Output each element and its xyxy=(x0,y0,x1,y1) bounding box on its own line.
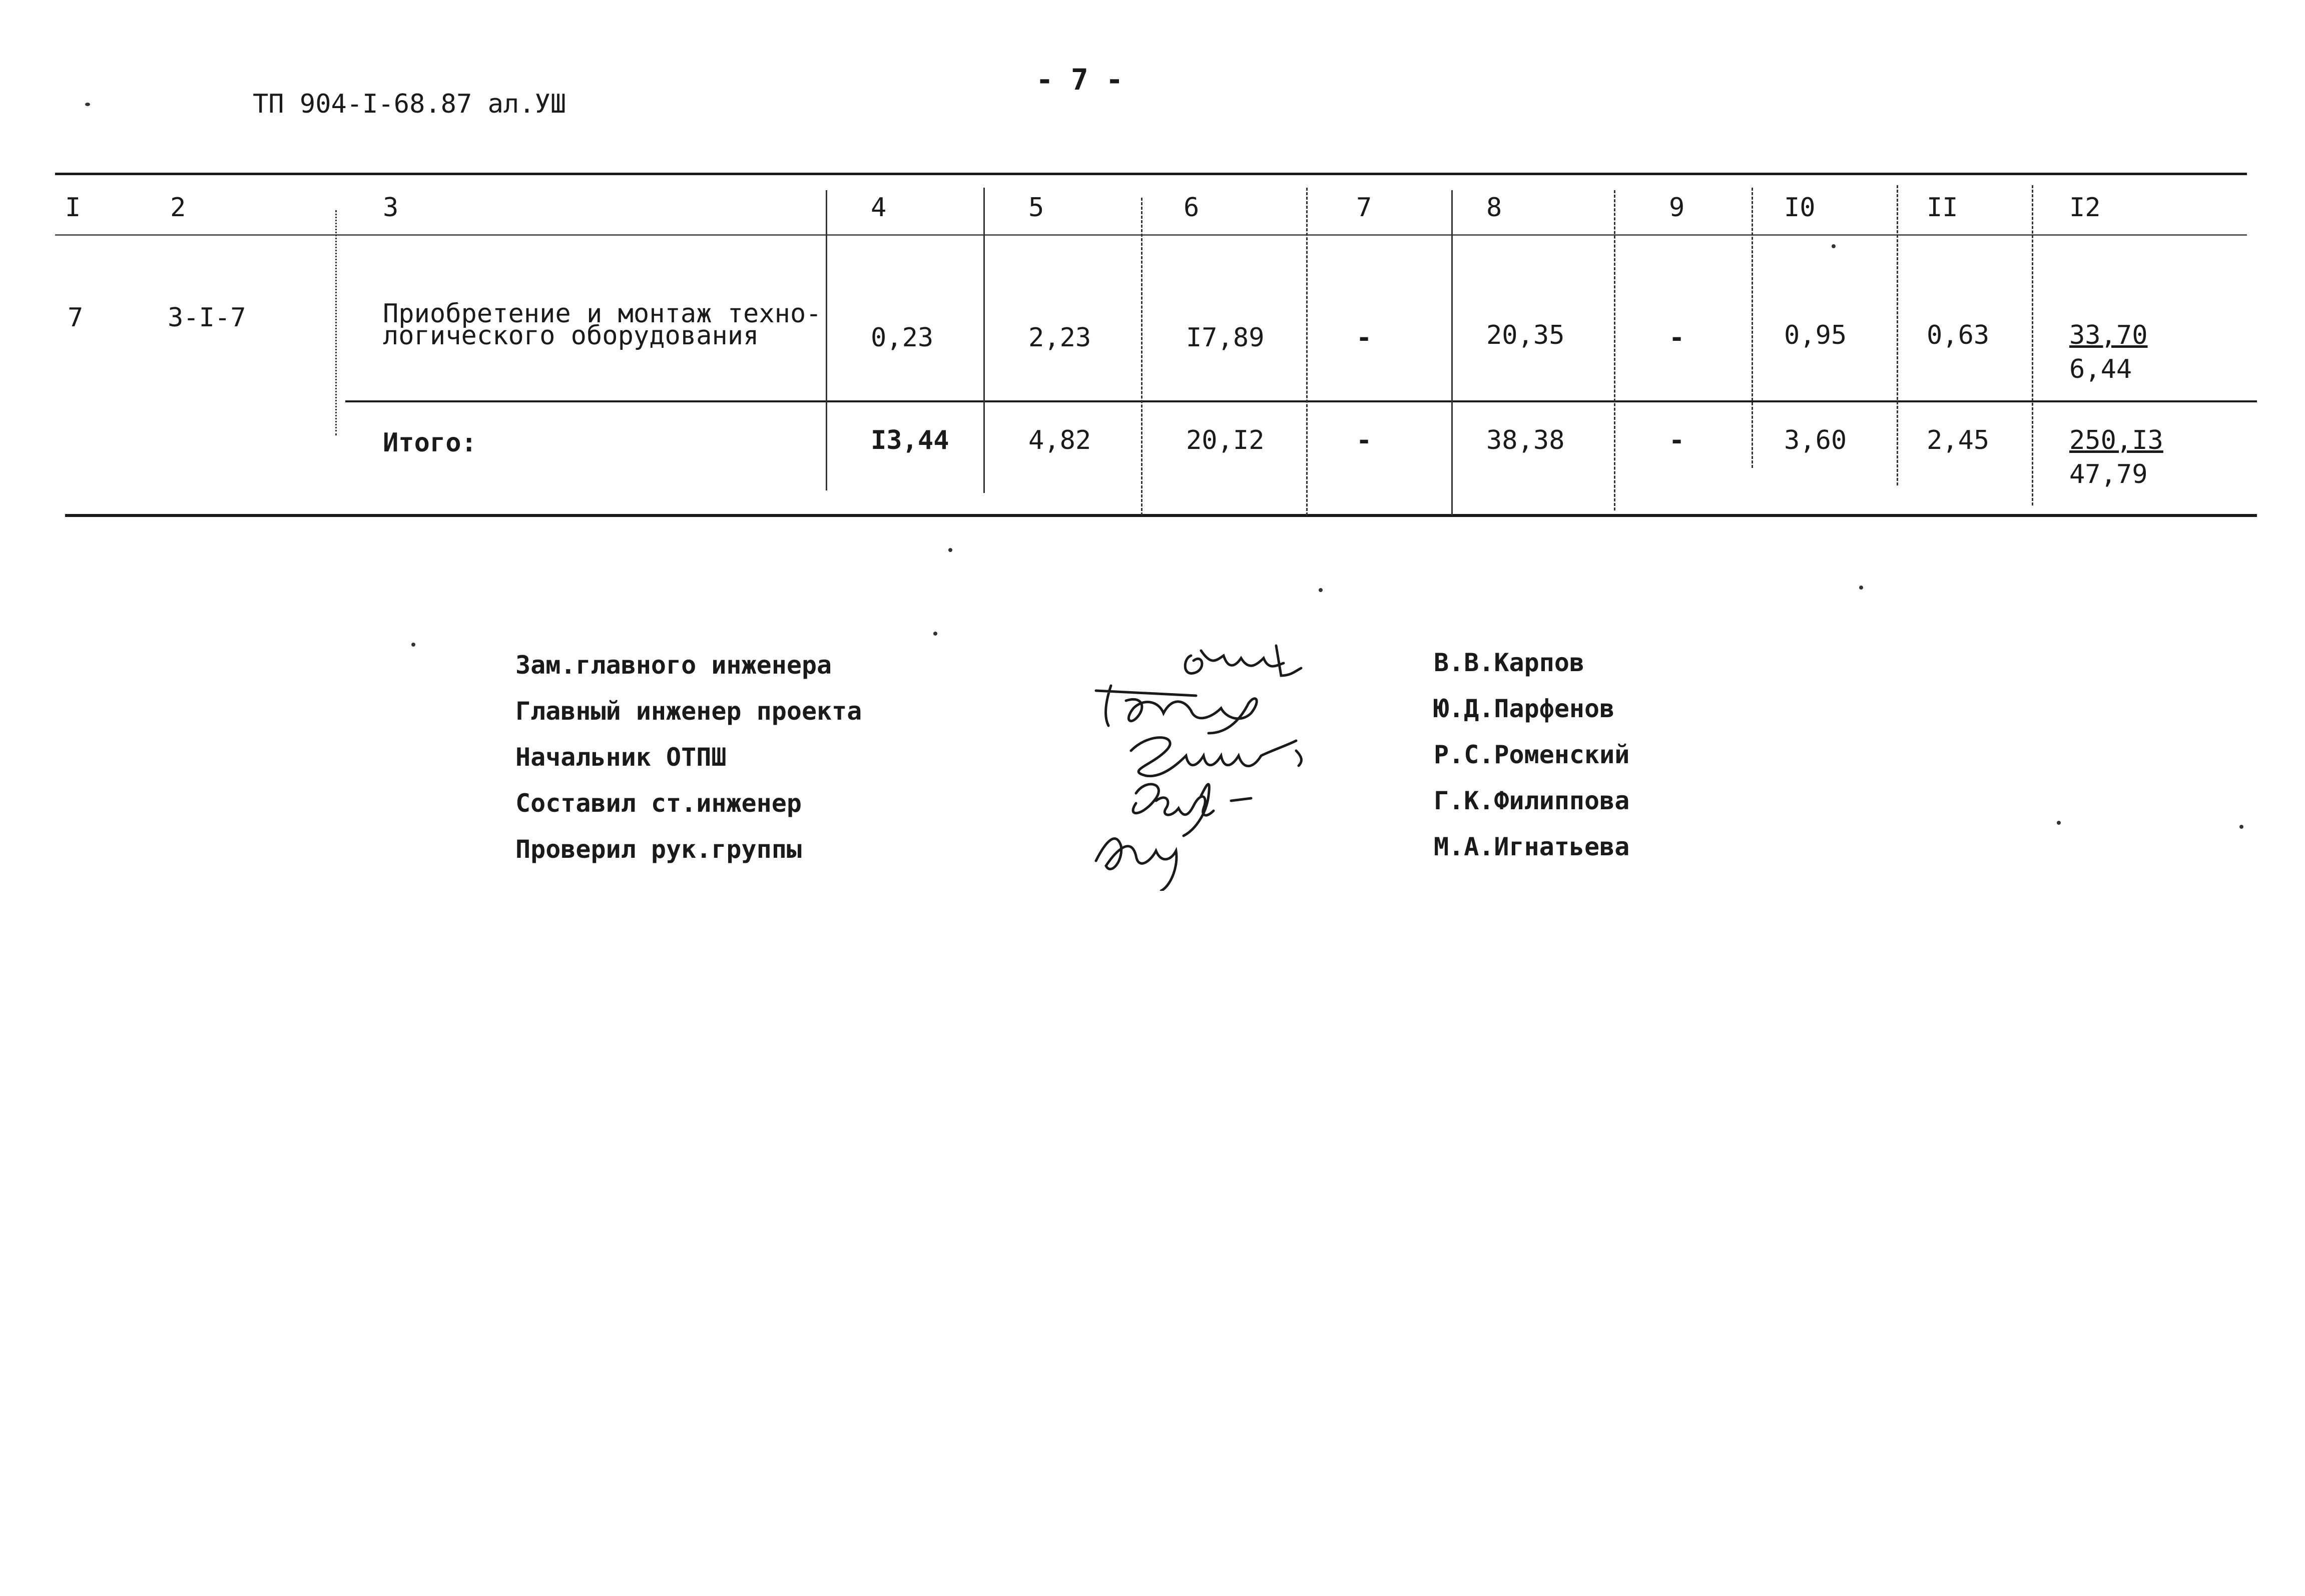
signer-name: Ю.Д.Парфенов xyxy=(1434,694,1615,723)
signer-role: Начальник ОТПШ xyxy=(515,743,727,772)
col-divider xyxy=(2032,185,2033,505)
total-col12-total: 250,I3 xyxy=(2069,425,2163,455)
col-header-2: 2 xyxy=(170,193,186,223)
total-col9: - xyxy=(1669,425,1685,455)
scan-speck xyxy=(1319,588,1323,592)
col-divider xyxy=(1897,185,1898,485)
estimate-code: 3-I-7 xyxy=(168,303,246,333)
col-header-8: 8 xyxy=(1486,193,1502,223)
scan-speck xyxy=(1832,244,1836,248)
signer-role: Проверил рук.группы xyxy=(515,835,802,864)
col-divider xyxy=(826,190,827,490)
col-header-10: I0 xyxy=(1784,193,1816,223)
scan-speck xyxy=(2057,821,2061,825)
total-col6: 20,I2 xyxy=(1186,425,1265,455)
col-header-1: I xyxy=(65,193,81,223)
col-header-11: II xyxy=(1927,193,1958,223)
signer-name: М.А.Игнатьева xyxy=(1434,832,1630,861)
col-header-12: I2 xyxy=(2069,193,2101,223)
scan-speck xyxy=(948,548,952,552)
signer-role: Зам.главного инженера xyxy=(515,651,832,680)
page-number: - 7 - xyxy=(1036,63,1123,97)
col-header-9: 9 xyxy=(1669,193,1685,223)
col-divider xyxy=(1614,190,1615,510)
signer-name: Г.К.Филиппова xyxy=(1434,786,1630,815)
col-divider xyxy=(1451,190,1453,515)
total-col11: 2,45 xyxy=(1927,425,1990,455)
col-divider xyxy=(1752,188,1753,468)
table-top-rule xyxy=(55,173,2247,175)
col-divider xyxy=(983,188,985,493)
cell-col11: 0,63 xyxy=(1927,320,1990,350)
cell-col12-total: 33,70 xyxy=(2069,320,2148,350)
total-col4: I3,44 xyxy=(871,425,949,455)
cell-col8: 20,35 xyxy=(1486,320,1565,350)
total-col7: - xyxy=(1356,425,1372,455)
col-header-5: 5 xyxy=(1028,193,1044,223)
handwritten-signatures xyxy=(1086,641,1386,891)
row-separator xyxy=(345,400,2257,402)
cell-col9: - xyxy=(1669,323,1685,353)
cell-col7: - xyxy=(1356,323,1372,353)
total-col12-sub: 47,79 xyxy=(2069,459,2148,489)
signer-role: Главный инженер проекта xyxy=(515,697,862,726)
signature-ignatyeva xyxy=(1096,839,1177,891)
col-divider xyxy=(1141,198,1142,515)
signer-name: В.В.Карпов xyxy=(1434,648,1585,677)
document-code: ТП 904-I-68.87 ал.УШ xyxy=(253,89,566,119)
signer-name: Р.С.Роменский xyxy=(1434,740,1630,769)
signature-parfenov xyxy=(1096,686,1257,733)
cell-col10: 0,95 xyxy=(1784,320,1847,350)
total-label: Итого: xyxy=(383,428,477,458)
total-col10: 3,60 xyxy=(1784,425,1847,455)
scan-speck xyxy=(2239,825,2243,829)
col-divider xyxy=(335,210,337,435)
cell-col6: I7,89 xyxy=(1186,323,1265,353)
item-description-line: логического оборудования xyxy=(383,321,759,351)
total-col5: 4,82 xyxy=(1028,425,1091,455)
scan-speck xyxy=(411,643,415,647)
signature-karpov xyxy=(1185,646,1301,676)
row-number: 7 xyxy=(68,303,84,333)
signature-romensky xyxy=(1131,738,1301,776)
table-bottom-rule xyxy=(65,514,2257,517)
cell-col12-sub: 6,44 xyxy=(2069,354,2132,384)
col-header-3: 3 xyxy=(383,193,399,223)
scan-speck xyxy=(85,103,90,106)
col-header-6: 6 xyxy=(1184,193,1200,223)
cell-col5: 2,23 xyxy=(1028,323,1091,353)
col-header-7: 7 xyxy=(1356,193,1372,223)
item-description xyxy=(383,299,822,351)
cell-col4: 0,23 xyxy=(871,323,934,353)
col-divider xyxy=(1306,188,1308,515)
item-description-line: Приобретение и монтаж техно- xyxy=(383,299,822,329)
total-col8: 38,38 xyxy=(1486,425,1565,455)
scan-speck xyxy=(1859,586,1863,590)
col-header-4: 4 xyxy=(871,193,887,223)
header-rule xyxy=(55,234,2247,236)
scan-speck xyxy=(933,632,937,636)
signature-filippova xyxy=(1133,784,1251,836)
signer-role: Составил ст.инженер xyxy=(515,789,802,818)
